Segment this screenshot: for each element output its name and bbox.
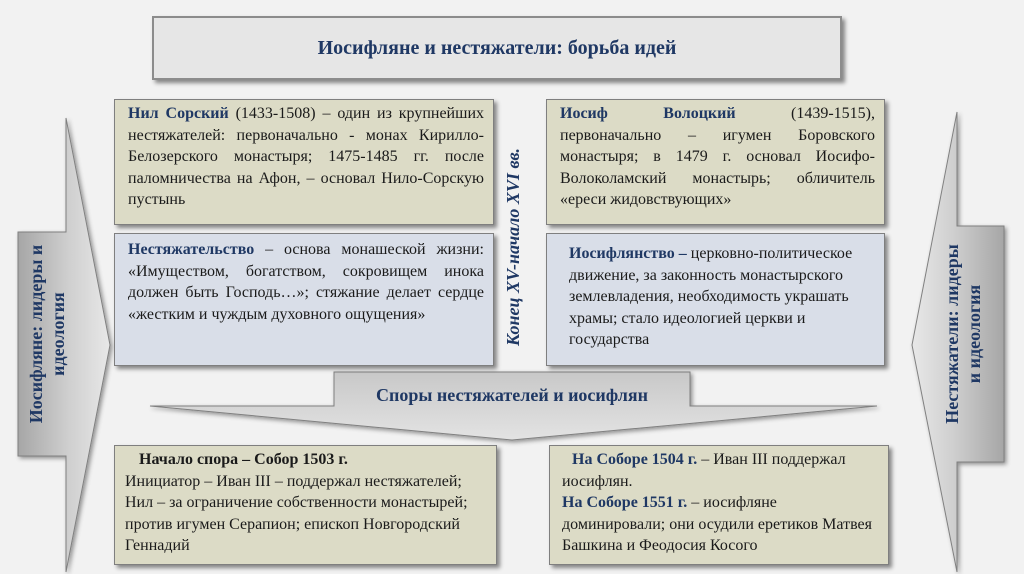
iosiflyanstvo-box: Иосифлянство – церковно-политическое движение, за законность монастырского землевладения, необходимость украшать храмы; стало идеологией церкви и государства <box>546 233 885 366</box>
iosif-volotsky-box: Иосиф Волоцкий (1439-1515), первоначально – игумен Боровского монастыря; в 1479 г. основал Иосифо-Волоколамский монастырь; обличитель «ереси жидовствующих» <box>546 99 885 225</box>
period-label: Конец XV-начало XVI вв. <box>503 147 523 347</box>
nil-sorsky-box: Нил Сорский (1433-1508) – один из крупнейших нестяжателей: первоначально - монах Кирилло-Белозерского монастыря; 1475-1485 гг. после паломничества на Афон, – основал Нило-Сорскую пустынь <box>114 99 494 225</box>
sobor-1504-1551-box: На Соборе 1504 г. – Иван III поддержал иосифлян. На Соборе 1551 г. – иосифляне доминировали; они осудили еретиков Матвея Башкина и Феодосия Косого <box>549 445 889 565</box>
page-title: Иосифляне и нестяжатели: борьба идей <box>152 16 842 80</box>
nestyazhatelstvo-box: Нестяжательство – основа монашеской жизни: «Имуществом, богатством, сокровищем инока должен быть Господь…»; стяжание делает сердце «жестким и чуждым духовного ощущения» <box>114 233 494 366</box>
right-arrow-label: Нестяжатели: лидеры и идеология <box>942 244 984 424</box>
disputes-label: Споры нестяжателей и иосифлян <box>375 384 649 405</box>
sobor-1503-box: Начало спора – Собор 1503 г. Инициатор – Иван III – поддержал нестяжателей; Нил – за ограничение собственности монастырей; против игумен Серапион; епископ Новгородский Геннадий <box>114 445 497 565</box>
left-arrow-label: Иосифляне: лидеры и идеология <box>26 244 68 424</box>
